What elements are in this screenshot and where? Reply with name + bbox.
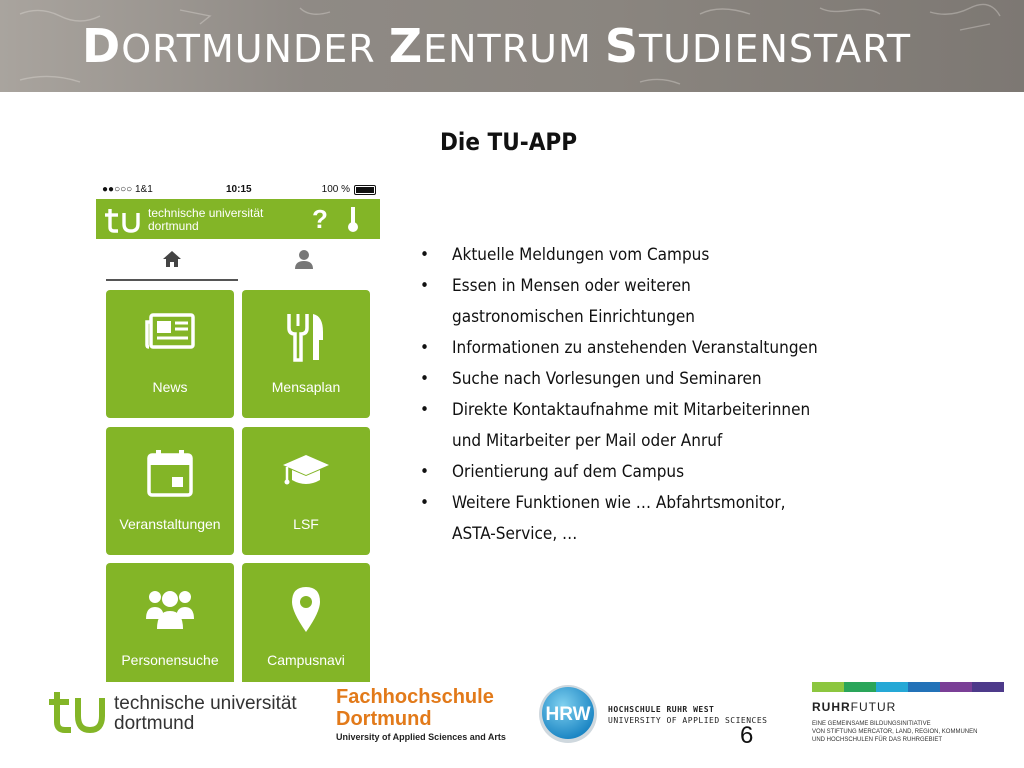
tab-bar (96, 239, 380, 281)
tile-news[interactable] (106, 290, 234, 418)
list-item: • Informationen zu anstehenden Veranstaltungen (420, 338, 818, 358)
map-pin-icon (281, 585, 331, 635)
feature-list (420, 240, 860, 550)
fh-dortmund-subtitle: University of Applied Sciences and Arts (336, 732, 506, 742)
tu-logo-icon (104, 207, 144, 233)
fork-knife-icon (281, 312, 331, 362)
color-segment (876, 682, 908, 692)
home-icon (162, 249, 182, 269)
footer-logos (0, 682, 1024, 768)
ruhrfutur-name: RUHRFUTUR (812, 700, 897, 714)
slide-title: Die TU-APP (440, 128, 578, 156)
people-icon (145, 585, 195, 635)
svg-text:HRW: HRW (545, 704, 591, 725)
list-item: • Weitere Funktionen wie … Abfahrtsmonitor, ASTA-Service, … (420, 493, 786, 544)
list-item: • Suche nach Vorlesungen und Seminaren (420, 369, 762, 389)
list-item: • Essen in Mensen oder weiteren gastronomischen Einrichtungen (420, 276, 695, 327)
person-icon (294, 249, 314, 269)
tile-label: LSF (293, 516, 319, 532)
ruhrfutur-color-bar (812, 682, 1004, 692)
battery-icon (354, 185, 376, 195)
tile-label: Personensuche (121, 652, 219, 668)
ruhrfutur-subtitle: EINE GEMEINSAME BILDUNGSINITIATIVE VON STIFTUNG MERCATOR, LAND, REGION, KOMMUNEN UND HOCHSCHULEN FÜR DAS RUHRGEBIET (812, 721, 978, 743)
tu-dortmund-name: technische universität dortmund (114, 693, 297, 734)
color-segment (844, 682, 876, 692)
color-segment (972, 682, 1004, 692)
tile-mensaplan[interactable] (242, 290, 370, 418)
hrw-logo-icon (534, 682, 602, 746)
hrw-name: HOCHSCHULE RUHR WEST UNIVERSITY OF APPLIED SCIENCES (608, 705, 768, 725)
color-segment (812, 682, 844, 692)
thermometer-icon[interactable] (346, 205, 360, 233)
color-segment (940, 682, 972, 692)
app-header (96, 199, 380, 239)
carrier-label: ●●○○○ 1&1 (102, 184, 153, 195)
status-bar (96, 181, 380, 199)
list-item: • Aktuelle Meldungen vom Campus (420, 245, 710, 265)
tile-veranstaltungen[interactable] (106, 427, 234, 555)
list-item: • Direkte Kontaktaufnahme mit Mitarbeiterinnen und Mitarbeiter per Mail oder Anruf (420, 400, 811, 451)
tile-personensuche[interactable] (106, 563, 234, 682)
calendar-icon (145, 449, 195, 499)
graduation-cap-icon (281, 449, 331, 489)
tile-label: Mensaplan (271, 379, 341, 395)
tile-label: Campusnavi (267, 652, 345, 668)
tab-home[interactable] (106, 239, 238, 281)
header-banner (0, 0, 1024, 92)
banner-title: DORTMUNDER ZENTRUM STUDIENSTART (82, 19, 912, 73)
clock-label: 10:15 (226, 184, 252, 195)
battery-label: 100 % (321, 184, 350, 195)
fh-dortmund-name: Fachhochschule Dortmund (336, 686, 494, 730)
phone-screenshot (96, 181, 380, 682)
tab-profile[interactable] (238, 239, 370, 281)
color-segment (908, 682, 940, 692)
tu-dortmund-logo-icon (48, 690, 106, 734)
tile-label: News (152, 379, 188, 395)
list-item: • Orientierung auf dem Campus (420, 462, 685, 482)
help-icon[interactable]: ? (312, 204, 328, 234)
page-number: 6 (740, 722, 754, 749)
tile-lsf[interactable] (242, 427, 370, 555)
tile-label: Veranstaltungen (119, 516, 221, 532)
app-name: technische universität dortmund (148, 206, 264, 233)
tile-campusnavi[interactable] (242, 563, 370, 682)
newspaper-icon (145, 312, 195, 352)
